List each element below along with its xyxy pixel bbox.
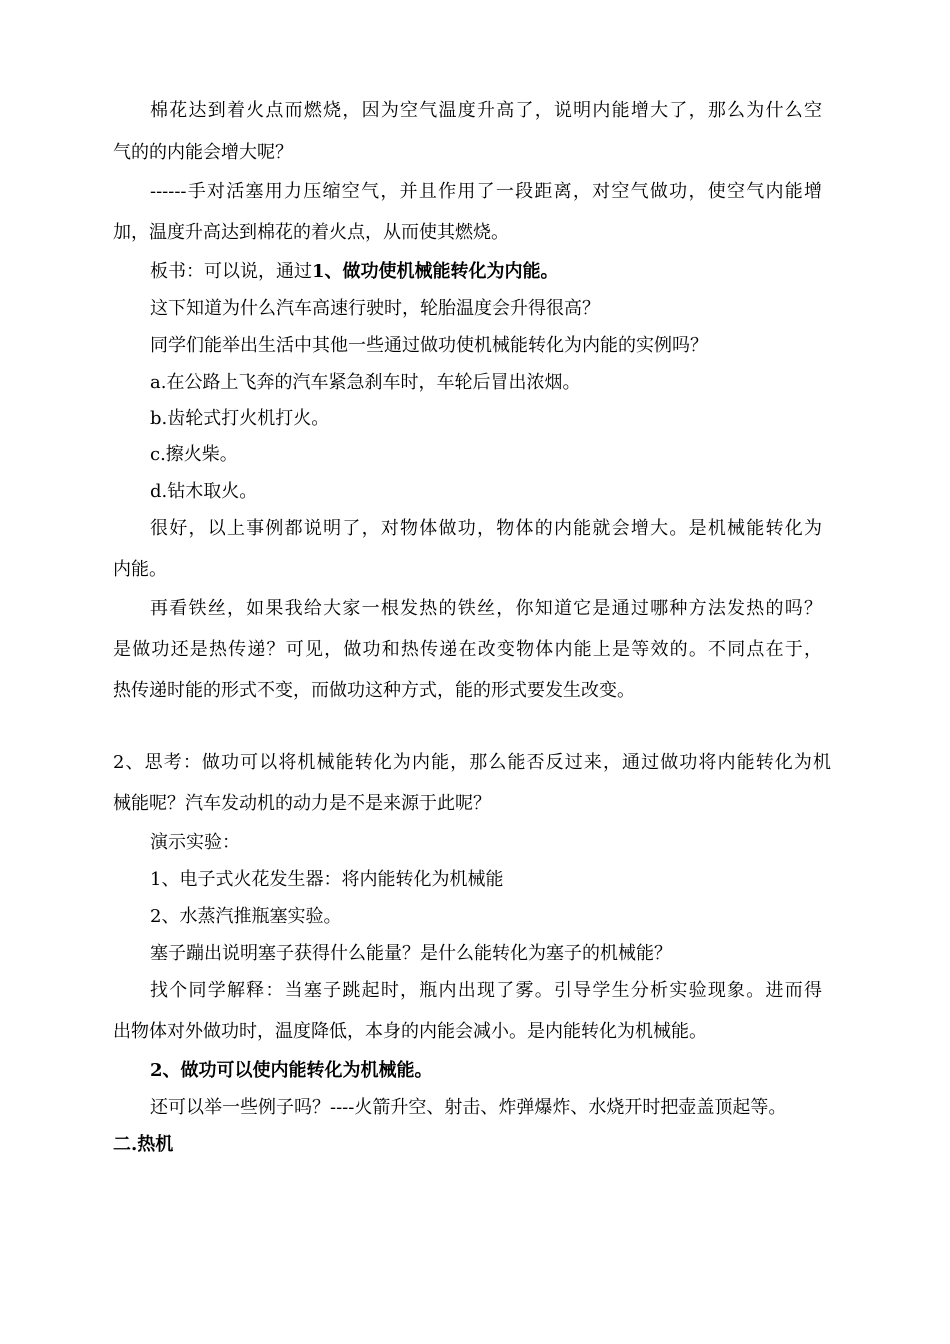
board-note-point: 1、做功使机械能转化为内能。 (312, 261, 559, 282)
board-note (150, 260, 559, 284)
paragraph-line: 找个同学解释：当塞子跳起时，瓶内出现了雾。引导学生分析实验现象。进而得 (150, 980, 822, 1001)
paragraph-line: ------手对活塞用力压缩空气，并且作用了一段距离，对空气做功，使空气内能增 (150, 181, 822, 202)
paragraph-line: 是做功还是热传递？可见，做功和热传递在改变物体内能上是等效的。不同点在于， (113, 639, 822, 660)
list-item: 2、水蒸汽推瓶塞实验。 (150, 906, 342, 927)
paragraph-line: 再看铁丝，如果我给大家一根发热的铁丝，你知道它是通过哪种方法发热的吗？ (150, 598, 822, 619)
list-item: a.在公路上飞奔的汽车紧急刹车时，车轮后冒出浓烟。 (150, 372, 581, 393)
list-item: 1、电子式火花发生器：将内能转化为机械能 (150, 869, 504, 890)
paragraph-line: 这下知道为什么汽车高速行驶时，轮胎温度会升得很高？ (150, 298, 600, 319)
list-item: b.齿轮式打火机打火。 (150, 408, 330, 429)
paragraph-line: 还可以举一些例子吗？----火箭升空、射击、炸弹爆炸、水烧开时把壶盖顶起等。 (150, 1097, 787, 1118)
paragraph-line: 棉花达到着火点而燃烧，因为空气温度升高了，说明内能增大了，那么为什么空 (150, 100, 822, 121)
paragraph-line: 内能。 (113, 559, 167, 580)
paragraph-line: 械能呢？汽车发动机的动力是不是来源于此呢？ (113, 793, 491, 814)
paragraph-line: 加，温度升高达到棉花的着火点，从而使其燃烧。 (113, 222, 509, 243)
paragraph-line: 很好，以上事例都说明了，对物体做功，物体的内能就会增大。是机械能转化为 (150, 518, 822, 539)
paragraph-line: 出物体对外做功时，温度降低，本身的内能会减小。是内能转化为机械能。 (113, 1021, 707, 1042)
paragraph-line: 演示实验： (150, 832, 240, 853)
paragraph-line: 2、思考：做功可以将机械能转化为内能，那么能否反过来，通过做功将内能转化为机 (113, 752, 831, 773)
list-item: c.擦火柴。 (150, 444, 238, 465)
list-item: d.钻木取火。 (150, 481, 258, 502)
paragraph-line: 塞子蹦出说明塞子获得什么能量？是什么能转化为塞子的机械能？ (150, 943, 672, 964)
board-note-prefix: 板书：可以说，通过 (150, 261, 312, 282)
key-point: 2、做功可以使内能转化为机械能。 (150, 1060, 433, 1081)
paragraph-line: 气的的内能会增大呢？ (113, 142, 293, 163)
section-heading: 二.热机 (113, 1134, 174, 1155)
paragraph-line: 同学们能举出生活中其他一些通过做功使机械能转化为内能的实例吗？ (150, 335, 708, 356)
paragraph-line: 热传递时能的形式不变，而做功这种方式，能的形式要发生改变。 (113, 680, 635, 701)
